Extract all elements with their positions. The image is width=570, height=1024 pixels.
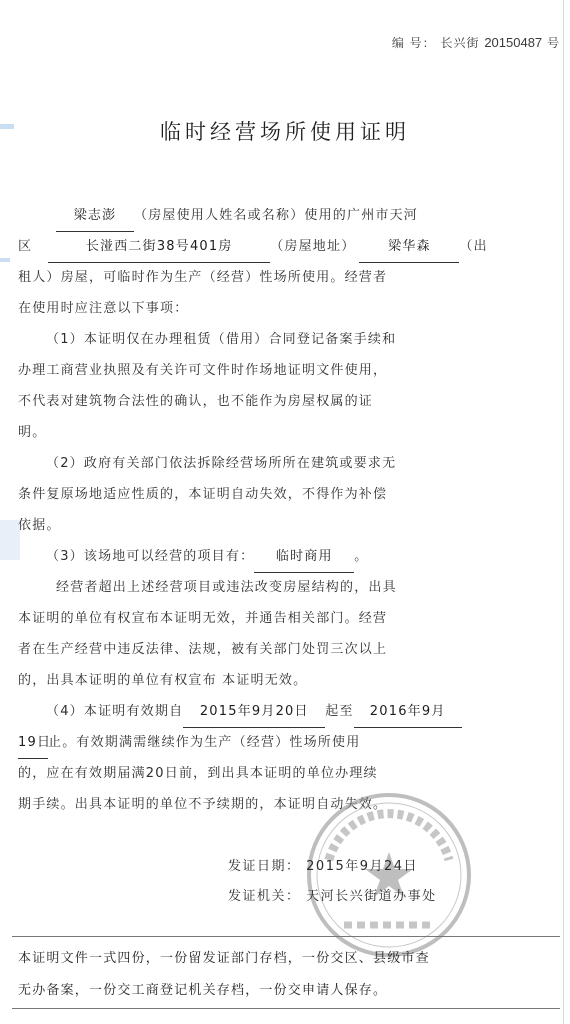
body-text-segment: （4）本证明有效期自: [46, 704, 184, 719]
body-line: （1）本证明仅在办理租赁（借用）合同登记备案手续和: [46, 332, 397, 347]
body-line: 经营者超出上述经营项目或违法改变房屋结构的，出具: [56, 580, 397, 595]
bottom-divider: [12, 1008, 560, 1009]
body-text-segment: （房屋地址）: [270, 239, 356, 254]
body-text-segment: 。: [354, 549, 369, 564]
body-line: [18, 200, 558, 231]
issue-info: [228, 852, 437, 912]
issuer-label: 发证机关：: [228, 889, 301, 904]
issuer-row: [228, 882, 437, 912]
issuer-value: 天河长兴街道办事处: [306, 889, 437, 904]
body-line: 办理工商营业执照及有关许可文件时作场地证明文件使用，: [18, 363, 388, 378]
footer-line: 本证明文件一式四份，一份留发证部门存档，一份交区、县级市查: [18, 951, 430, 966]
body-text-segment: （3）该场地可以经营的项目有：: [46, 549, 255, 564]
issue-date-value: 2015年9月24日: [306, 859, 419, 874]
body-line: 期手续。出具本证明的单位不予续期的，本证明自动失效。: [18, 797, 388, 812]
body-line: 明。: [18, 425, 47, 440]
serial-district: 长兴街: [440, 36, 480, 50]
document-body: [18, 200, 558, 820]
body-line: [18, 696, 558, 727]
body-text-segment: 区: [18, 239, 33, 254]
body-line: （2）政府有关部门依法拆除经营场所所在建筑或要求无: [46, 456, 397, 471]
footer-note: [18, 943, 558, 1007]
serial-label: 编 号：: [391, 36, 436, 50]
issue-date-label: 发证日期：: [228, 859, 301, 874]
body-line: 者在生产经营中违反法律、法规，被有关部门处罚三次以上: [18, 642, 388, 657]
document-title: 临时经营场所使用证明: [160, 120, 410, 144]
body-line: 依据。: [18, 518, 61, 533]
body-line: [18, 727, 558, 758]
body-line: [18, 231, 558, 262]
body-line: 的，应在有效期届满20日前，到出具本证明的单位办理续: [18, 766, 378, 781]
footer-line: 无办备案，一份交工商登记机关存档，一份交申请人保存。: [18, 983, 388, 998]
body-line: 的，出具本证明的单位有权宣布 本证明无效。: [18, 673, 308, 688]
valid-to-field-part1: 2016年9月: [354, 696, 462, 728]
body-text-segment: 起至: [325, 704, 354, 719]
body-line: 不代表对建筑物合法性的确认，也不能作为房屋权属的证: [18, 394, 374, 409]
user-name-field: 梁志澎: [56, 200, 134, 232]
owner-field: 梁华森: [359, 231, 459, 263]
business-scope-field: 临时商用: [254, 541, 354, 573]
body-line: 在使用时应注意以下事项：: [18, 301, 189, 316]
address-field: 长湴西二街38号401房: [48, 231, 270, 263]
page-edge-line: [563, 0, 564, 1024]
valid-to-field-part2: 19日: [18, 727, 48, 759]
serial-number: [392, 34, 560, 51]
highlight-mark: [0, 520, 20, 560]
issue-date-row: [228, 852, 437, 882]
serial-suffix: 号: [546, 36, 560, 50]
body-line: 本证明的单位有权宣布本证明无效，并通告相关部门。经营: [18, 611, 388, 626]
body-line: [18, 541, 558, 572]
body-line: 条件复原场地适应性质的，本证明自动失效，不得作为补偿: [18, 487, 388, 502]
body-text-segment: （出: [459, 239, 488, 254]
footer-divider: [12, 936, 560, 937]
valid-from-field: 2015年9月20日: [183, 696, 325, 728]
body-line: 租人）房屋，可临时作为生产（经营）性场所使用。经营者: [18, 270, 388, 285]
body-text-segment: （房屋使用人姓名或名称）使用的广州市天河: [134, 208, 419, 223]
serial-value: 20150487: [484, 35, 543, 50]
highlight-mark: [0, 258, 10, 262]
body-text-segment: 止。有效期满需继续作为生产（经营）性场所使用: [48, 735, 361, 750]
